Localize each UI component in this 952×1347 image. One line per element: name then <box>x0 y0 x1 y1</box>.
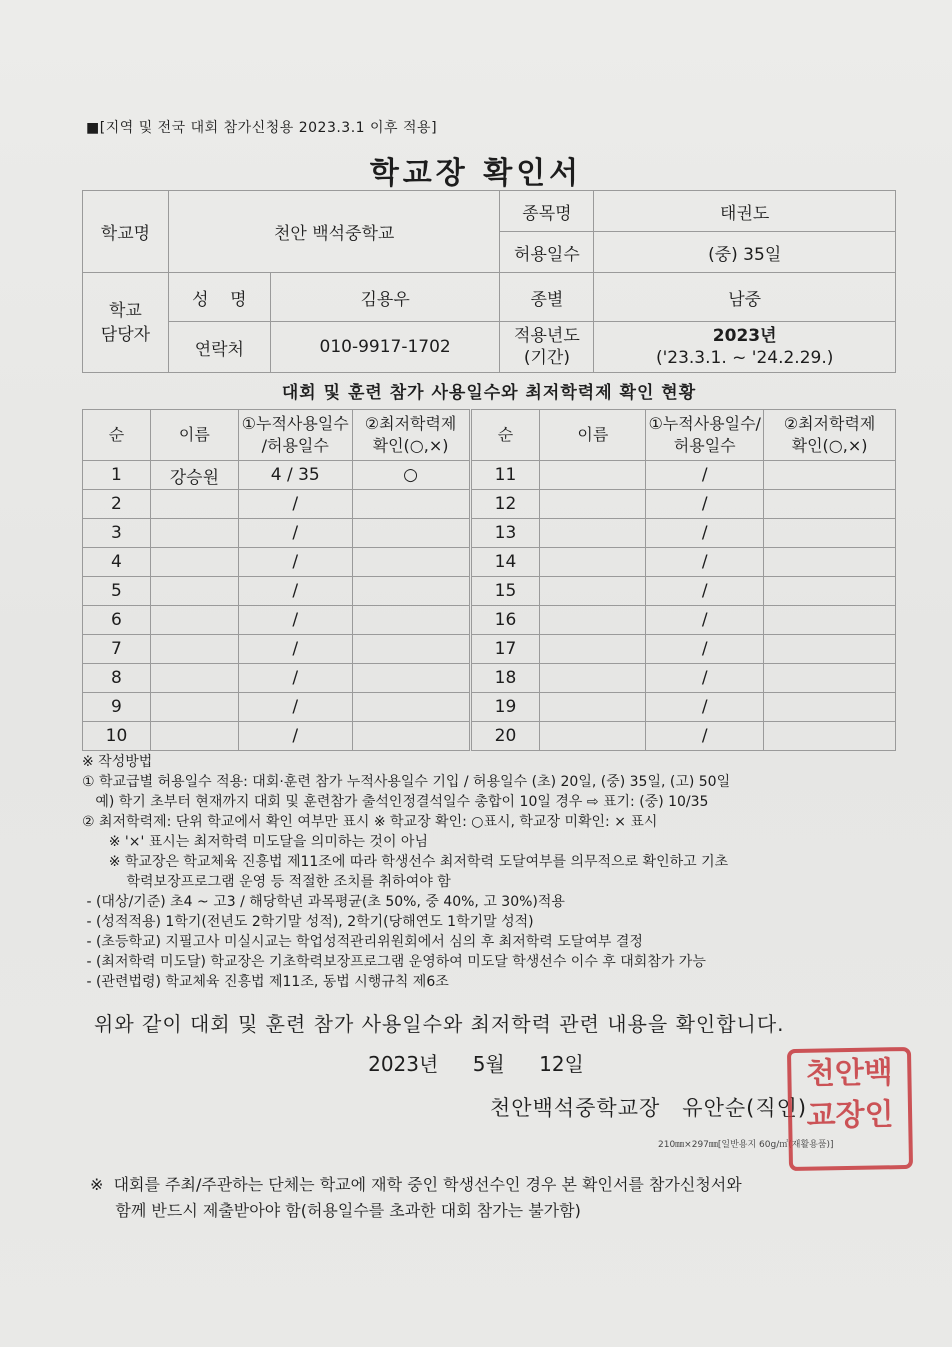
date-day: 12일 <box>539 1052 584 1076</box>
row-days-left: 4 / 35 <box>238 461 352 490</box>
header-name-right: 이름 <box>540 410 646 461</box>
row-name-right <box>540 693 646 722</box>
header-no-left: 순 <box>83 410 151 461</box>
row-days-left: / <box>238 490 352 519</box>
row-days-left: / <box>238 519 352 548</box>
contact-value: 010-9917-1702 <box>270 322 500 373</box>
instruction-line: 학력보장프로그램 운영 등 적절한 조치를 취하여야 함 <box>82 874 451 890</box>
gender-value: 남중 <box>594 273 896 322</box>
row-name-right <box>540 490 646 519</box>
row-name-right <box>540 519 646 548</box>
row-name-right <box>540 548 646 577</box>
school-value: 천안 백석중학교 <box>168 191 500 273</box>
table-row <box>83 722 896 751</box>
staff-label: 학교 담당자 <box>83 273 169 373</box>
year-label: 적용년도 (기간) <box>500 322 594 373</box>
table-row <box>83 461 896 490</box>
row-no-right: 20 <box>470 722 540 751</box>
header-academic-right: ②최저학력제 확인(○,×) <box>764 410 896 461</box>
row-academic-right <box>764 722 896 751</box>
row-academic-right <box>764 693 896 722</box>
row-name-left <box>150 490 238 519</box>
date-month: 5월 <box>472 1052 505 1076</box>
row-days-right: / <box>646 490 764 519</box>
row-name-left <box>150 635 238 664</box>
row-academic-right <box>764 606 896 635</box>
school-label: 학교명 <box>83 191 169 273</box>
row-name-left <box>150 577 238 606</box>
row-academic-left <box>352 722 470 751</box>
row-no-right: 15 <box>470 577 540 606</box>
row-academic-right <box>764 461 896 490</box>
row-days-right: / <box>646 664 764 693</box>
document-title: 학교장 확인서 <box>369 156 583 191</box>
gender-label: 종별 <box>500 273 594 322</box>
table-row <box>83 490 896 519</box>
row-days-left: / <box>238 635 352 664</box>
instruction-line: ※ 작성방법 <box>82 754 153 770</box>
section-subtitle: 대회 및 훈련 참가 사용일수와 최저학력제 확인 현황 <box>281 383 697 403</box>
header-note: ■[지역 및 전국 대회 참가신청용 2023.3.1 이후 적용] <box>86 120 438 136</box>
row-name-left <box>150 606 238 635</box>
row-days-right: / <box>646 461 764 490</box>
row-academic-right <box>764 519 896 548</box>
paper-spec: 210㎜×297㎜[일반용지 60g/㎡(재활용품)] <box>658 1140 834 1150</box>
seal-line-1: 천안백 <box>805 1055 894 1092</box>
instruction-line: ※ '×' 표시는 최저학력 미도달을 의미하는 것이 아님 <box>82 834 428 850</box>
row-name-right <box>540 635 646 664</box>
table-row <box>83 519 896 548</box>
principal-signature <box>490 1092 807 1122</box>
allowed-days-value: (중) 35일 <box>594 232 896 273</box>
header-no-right: 순 <box>470 410 540 461</box>
row-no-right: 14 <box>470 548 540 577</box>
row-days-left: / <box>238 722 352 751</box>
instruction-line: - (초등학교) 지필고사 미실시교는 학업성적관리위원회에서 심의 후 최저학력 도달여부 결정 <box>82 934 643 950</box>
row-days-right: / <box>646 693 764 722</box>
confirmation-statement: 위와 같이 대회 및 훈련 참가 사용일수와 최저학력 관련 내용을 확인합니다. <box>94 1012 785 1036</box>
row-no-right: 17 <box>470 635 540 664</box>
row-no-left: 8 <box>83 664 151 693</box>
row-academic-left: ○ <box>352 461 470 490</box>
table-row <box>83 606 896 635</box>
event-label: 종목명 <box>500 191 594 232</box>
row-no-left: 2 <box>83 490 151 519</box>
header-days-right: ①누적사용일수/ 허용일수 <box>646 410 764 461</box>
row-days-left: / <box>238 664 352 693</box>
row-no-right: 11 <box>470 461 540 490</box>
header-days-left: ①누적사용일수 /허용일수 <box>238 410 352 461</box>
event-value: 태권도 <box>594 191 896 232</box>
footer-line: ※ 대회를 주최/주관하는 단체는 학교에 재학 중인 학생선수인 경우 본 확인서를 참가신청서와 <box>90 1175 742 1194</box>
row-no-left: 3 <box>83 519 151 548</box>
row-days-left: / <box>238 548 352 577</box>
name-value: 김용우 <box>270 273 500 322</box>
contact-label: 연락처 <box>168 322 270 373</box>
year-value: 2023년 <box>712 326 777 346</box>
seal-line-2: 교장인 <box>806 1097 894 1134</box>
row-name-right <box>540 722 646 751</box>
row-days-right: / <box>646 519 764 548</box>
row-academic-left <box>352 490 470 519</box>
row-academic-left <box>352 635 470 664</box>
instruction-line: - (대상/기준) 초4 ~ 고3 / 해당학년 과목평균(초 50%, 중 40%, 고 30%)적용 <box>82 894 565 910</box>
table-row <box>83 577 896 606</box>
row-no-left: 1 <box>83 461 151 490</box>
row-days-right: / <box>646 577 764 606</box>
row-days-left: / <box>238 606 352 635</box>
row-no-right: 16 <box>470 606 540 635</box>
row-days-right: / <box>646 722 764 751</box>
row-name-left <box>150 693 238 722</box>
table-row <box>83 664 896 693</box>
row-no-right: 12 <box>470 490 540 519</box>
instruction-line: - (성적적용) 1학기(전년도 2학기말 성적), 2학기(당해연도 1학기말 성적) <box>82 914 534 930</box>
row-no-right: 13 <box>470 519 540 548</box>
official-seal-stamp <box>787 1047 913 1171</box>
instruction-line: ① 학교급별 허용일수 적용: 대회·훈련 참가 누적사용일수 기입 / 허용일수 (초) 20일, (중) 35일, (고) 50일 <box>82 774 731 790</box>
row-academic-left <box>352 519 470 548</box>
row-no-right: 19 <box>470 693 540 722</box>
row-no-right: 18 <box>470 664 540 693</box>
row-name-left <box>150 548 238 577</box>
row-name-right <box>540 577 646 606</box>
row-days-right: / <box>646 606 764 635</box>
date-year: 2023년 <box>368 1052 439 1076</box>
row-academic-left <box>352 606 470 635</box>
school-info-table <box>82 190 896 373</box>
row-name-right <box>540 461 646 490</box>
table-row <box>83 635 896 664</box>
row-academic-right <box>764 635 896 664</box>
row-days-right: / <box>646 548 764 577</box>
instruction-line: - (관련법령) 학교체육 진흥법 제11조, 동법 시행규칙 제6조 <box>82 974 449 990</box>
row-academic-left <box>352 548 470 577</box>
writing-instructions <box>82 752 902 992</box>
signer-school: 천안백석중학교장 <box>490 1096 661 1120</box>
row-academic-right <box>764 664 896 693</box>
row-academic-right <box>764 577 896 606</box>
participation-table <box>82 409 896 751</box>
table-row <box>83 548 896 577</box>
footer-note <box>90 1172 742 1224</box>
row-academic-right <box>764 490 896 519</box>
instruction-line: ② 최저학력제: 단위 학교에서 확인 여부만 표시 ※ 학교장 확인: ○표시, 학교장 미확인: × 표시 <box>82 814 658 830</box>
row-days-left: / <box>238 577 352 606</box>
row-no-left: 4 <box>83 548 151 577</box>
year-cell <box>594 322 896 373</box>
row-academic-left <box>352 664 470 693</box>
instruction-line: ※ 학교장은 학교체육 진흥법 제11조에 따라 학생선수 최저학력 도달여부를 의무적으로 확인하고 기초 <box>82 854 729 870</box>
table-row <box>83 693 896 722</box>
row-days-left: / <box>238 693 352 722</box>
row-name-right <box>540 606 646 635</box>
row-academic-left <box>352 577 470 606</box>
row-no-left: 9 <box>83 693 151 722</box>
row-name-left <box>150 664 238 693</box>
footer-line: 함께 반드시 제출받아야 함(허용일수를 초과한 대회 참가는 불가함) <box>90 1201 581 1220</box>
row-no-left: 10 <box>83 722 151 751</box>
row-no-left: 6 <box>83 606 151 635</box>
signer-name: 유안순(직인) <box>682 1096 808 1120</box>
allowed-days-label: 허용일수 <box>500 232 594 273</box>
instruction-line: 예) 학기 초부터 현재까지 대회 및 훈련참가 출석인정결석일수 총합이 10일 경우 ⇨ 표기: (중) 10/35 <box>82 794 709 810</box>
row-name-right <box>540 664 646 693</box>
row-academic-left <box>352 693 470 722</box>
row-days-right: / <box>646 635 764 664</box>
header-academic-left: ②최저학력제 확인(○,×) <box>352 410 470 461</box>
row-name-left: 강승원 <box>150 461 238 490</box>
name-label: 성 명 <box>168 273 270 322</box>
instruction-line: - (최저학력 미도달) 학교장은 기초학력보장프로그램 운영하여 미도달 학생선수 이수 후 대회참가 가능 <box>82 954 706 970</box>
header-name-left: 이름 <box>150 410 238 461</box>
row-name-left <box>150 722 238 751</box>
period-value: ('23.3.1. ~ '24.2.29.) <box>655 348 834 368</box>
row-name-left <box>150 519 238 548</box>
row-academic-right <box>764 548 896 577</box>
row-no-left: 7 <box>83 635 151 664</box>
row-no-left: 5 <box>83 577 151 606</box>
